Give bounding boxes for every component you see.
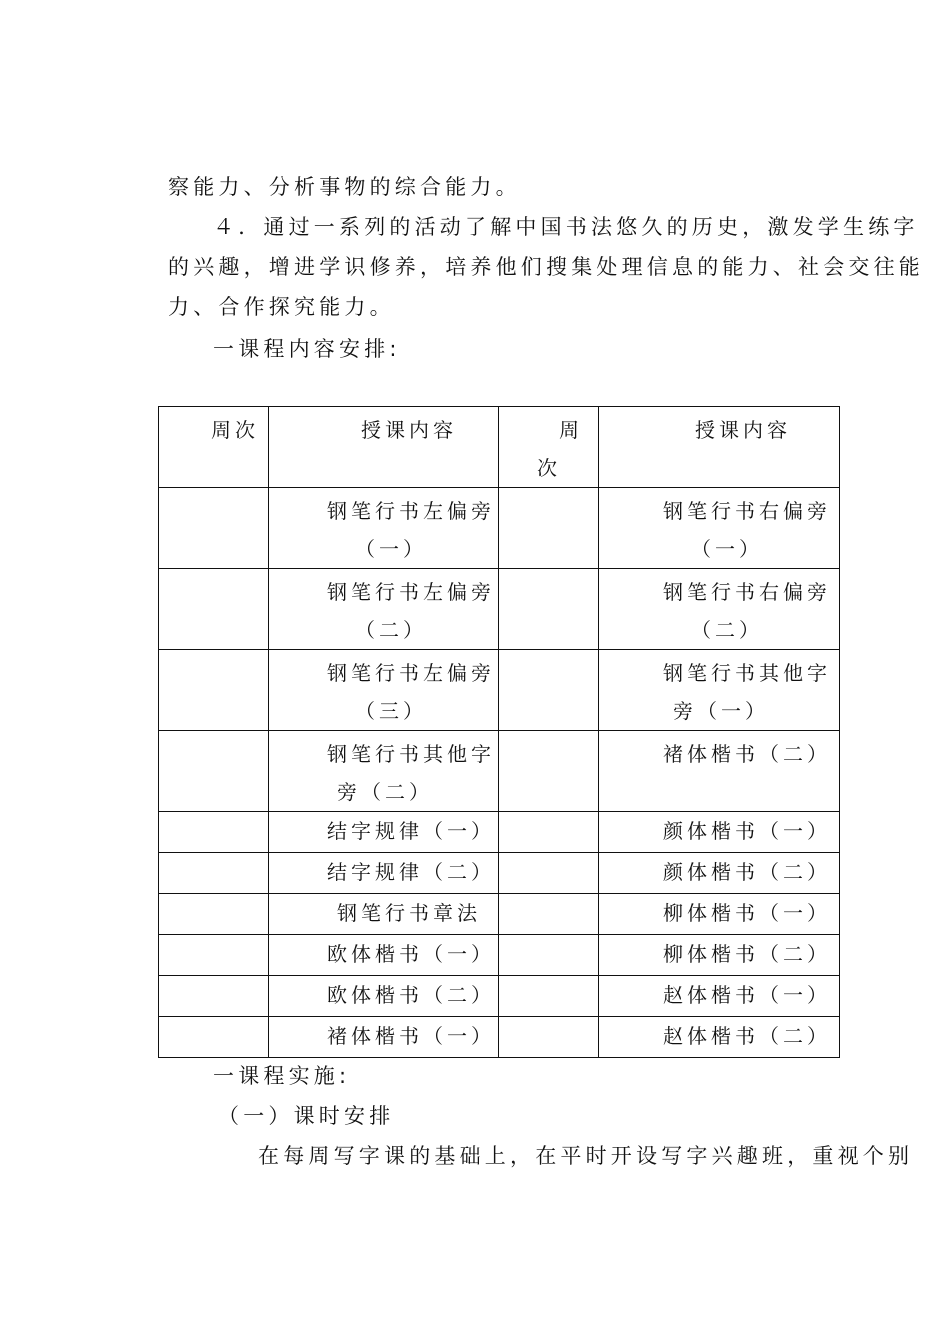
content-cell: 钢笔行书章法 [269,894,499,935]
content-cell: 钢笔行书左偏旁 （三） [269,650,499,731]
subsection-heading: （一）课时安排 [218,1104,395,1128]
content-cell: 褚体楷书（二） [599,731,840,812]
header-content-right: 授课内容 [599,407,840,488]
content-cell: 柳体楷书（一） [599,894,840,935]
paragraph-line: 察能力、分析事物的综合能力。 [168,175,521,199]
content-cell: 褚体楷书（一） [269,1017,499,1058]
content-cell: 钢笔行书其他字 旁（二） [269,731,499,812]
content-cell: 钢笔行书左偏旁 （二） [269,569,499,650]
paragraph-line: 在每周写字课的基础上，在平时开设写字兴趣班，重视个别 [258,1144,914,1168]
table-row [159,1017,840,1058]
content-cell: 赵体楷书（一） [599,976,840,1017]
section-heading: 一课程内容安排: [213,337,401,361]
table-row [159,976,840,1017]
table-row [159,935,840,976]
paragraph-line: 的兴趣，增进学识修养，培养他们搜集处理信息的能力、社会交往能 [168,255,924,279]
content-cell: 颜体楷书（一） [599,812,840,853]
content-cell: 钢笔行书右偏旁 （一） [599,488,840,569]
paragraph-line: 力、合作探究能力。 [168,295,395,319]
content-cell: 钢笔行书右偏旁 （二） [599,569,840,650]
content-cell: 钢笔行书其他字 旁（一） [599,650,840,731]
content-cell: 欧体楷书（一） [269,935,499,976]
table-row [159,569,840,650]
table-row [159,731,840,812]
table-row [159,650,840,731]
content-cell: 结字规律（二） [269,853,499,894]
paragraph-line: ４．通过一系列的活动了解中国书法悠久的历史，激发学生练字 [213,215,919,239]
content-cell: 欧体楷书（二） [269,976,499,1017]
course-schedule-table [158,406,840,1058]
header-content-left: 授课内容 [269,407,499,488]
content-cell: 结字规律（一） [269,812,499,853]
table-row [159,812,840,853]
table-row [159,853,840,894]
content-cell: 颜体楷书（二） [599,853,840,894]
content-cell: 钢笔行书左偏旁 （一） [269,488,499,569]
header-week-right: 周 次 [499,407,599,488]
table-row [159,488,840,569]
content-cell: 赵体楷书（二） [599,1017,840,1058]
content-cell: 柳体楷书（二） [599,935,840,976]
table-header-row [159,407,840,488]
section-heading: 一课程实施: [213,1064,351,1088]
table-row [159,894,840,935]
header-week-left: 周次 [159,407,269,488]
